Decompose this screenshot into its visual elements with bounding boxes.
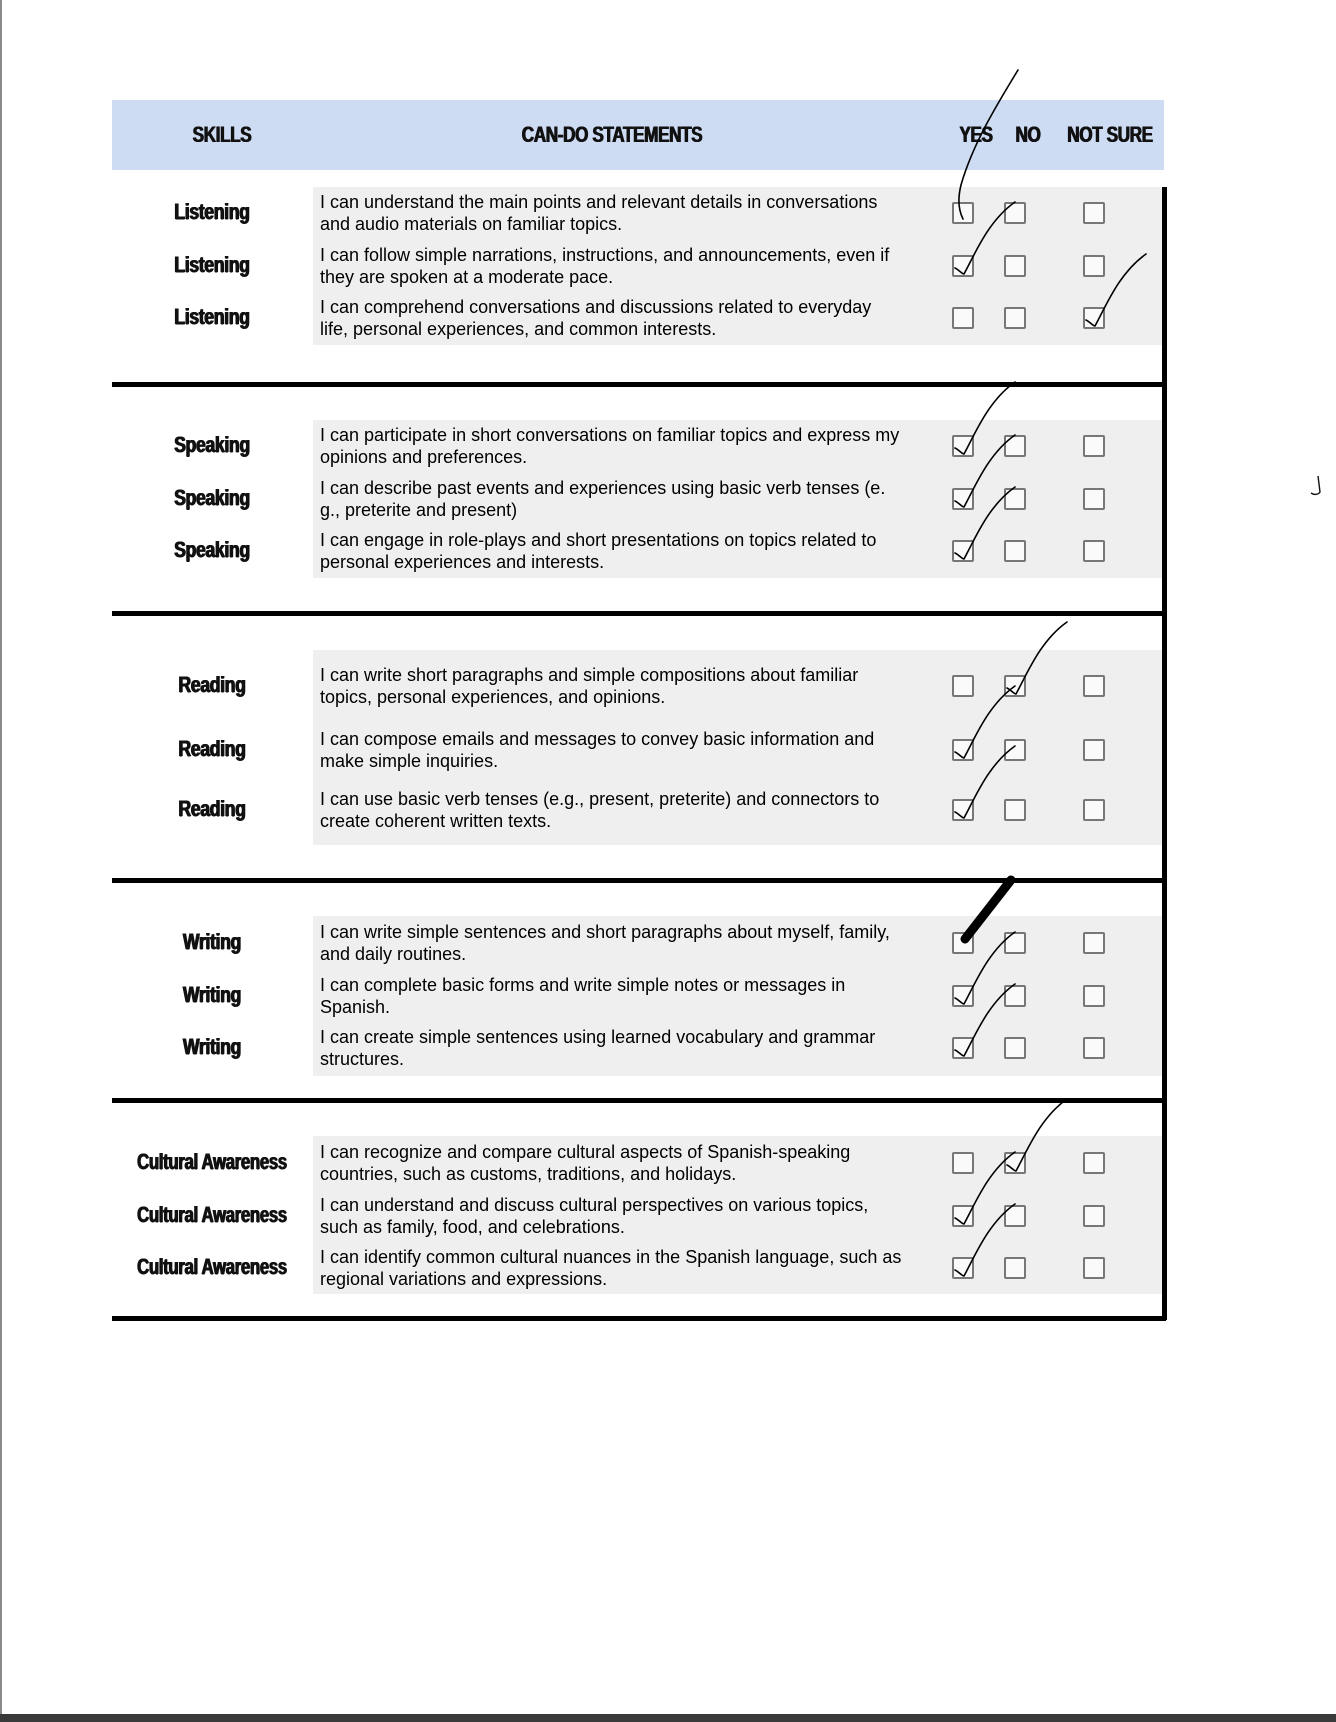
statement-line: I can follow simple narrations, instructions, and announcements, even if: [320, 245, 890, 265]
check-mark-yes: [955, 435, 1015, 507]
statement-line: I can recognize and compare cultural aspects of Spanish-speaking: [320, 1142, 851, 1162]
statement-line: opinions and preferences.: [320, 447, 528, 467]
statement-line: I can comprehend conversations and discussions related to everyday: [320, 297, 872, 317]
statement-line: g., preterite and present): [320, 500, 518, 520]
statement-line: I can write simple sentences and short paragraphs about myself, family,: [320, 922, 890, 942]
check-mark-yes: [955, 1204, 1015, 1276]
handwritten-marks: [2, 0, 1336, 1722]
statement-line: regional variations and expressions.: [320, 1269, 608, 1289]
skill-label: Writing: [182, 929, 242, 954]
check-mark-no: [1007, 1099, 1067, 1171]
check-mark-yes: [955, 686, 1015, 758]
skill-label: Cultural Awareness: [137, 1202, 287, 1227]
skill-label: Speaking: [174, 537, 250, 562]
check-mark-yes: [965, 880, 1011, 939]
check-mark-no: [1007, 622, 1067, 694]
statement-line: make simple inquiries.: [320, 751, 499, 771]
statement-line: I can identify common cultural nuances in the Spanish language, such as: [320, 1247, 902, 1267]
statement-line: structures.: [320, 1049, 405, 1069]
check-mark-yes: [959, 70, 1018, 219]
skill-label: Reading: [178, 796, 246, 821]
statement-line: countries, such as customs, traditions, and holidays.: [320, 1164, 737, 1184]
statement-line: I can complete basic forms and write simple notes or messages in: [320, 975, 846, 995]
check-mark-yes: [955, 202, 1015, 274]
header-yes: YES: [959, 122, 993, 147]
check-mark-yes: [955, 1152, 1015, 1224]
skill-label: Listening: [174, 199, 250, 224]
check-mark-yes: [955, 984, 1015, 1056]
skill-label: Cultural Awareness: [137, 1254, 287, 1279]
statement-line: I can describe past events and experiences using basic verb tenses (e.: [320, 478, 886, 498]
statement-line: I can understand the main points and relevant details in conversations: [320, 192, 878, 212]
statement-line: such as family, food, and celebrations.: [320, 1217, 625, 1237]
statement-line: I can create simple sentences using learned vocabulary and grammar: [320, 1027, 876, 1047]
skill-label: Writing: [182, 1034, 242, 1059]
viewer-bottom-edge: [0, 1714, 1336, 1722]
statement-line: I can participate in short conversations on familiar topics and express my: [320, 425, 900, 445]
statement-line: I can understand and discuss cultural perspectives on various topics,: [320, 1195, 869, 1215]
check-mark-not-sure: [1086, 254, 1146, 326]
skill-label: Reading: [178, 672, 246, 697]
statement-line: create coherent written texts.: [320, 811, 552, 831]
statement-line: life, personal experiences, and common interests.: [320, 319, 717, 339]
statement-line: Spanish.: [320, 997, 391, 1017]
stray-pen-mark: [1311, 476, 1320, 494]
header-no: NO: [1015, 122, 1041, 147]
skill-label: Reading: [178, 736, 246, 761]
skill-label: Listening: [174, 252, 250, 277]
skill-label: Writing: [182, 982, 242, 1007]
statement-line: and audio materials on familiar topics.: [320, 214, 623, 234]
statement-line: personal experiences and interests.: [320, 552, 605, 572]
check-mark-yes: [955, 487, 1015, 559]
skill-label: Speaking: [174, 485, 250, 510]
header-not-sure: NOT SURE: [1067, 122, 1153, 147]
skill-label: Cultural Awareness: [137, 1149, 287, 1174]
statement-line: I can engage in role-plays and short presentations on topics related to: [320, 530, 877, 550]
statement-line: I can use basic verb tenses (e.g., present, preterite) and connectors to: [320, 789, 880, 809]
header-can-do-statements: CAN-DO STATEMENTS: [521, 122, 703, 147]
statement-line: they are spoken at a moderate pace.: [320, 267, 614, 287]
statement-line: I can compose emails and messages to convey basic information and: [320, 729, 875, 749]
skill-label: Listening: [174, 304, 250, 329]
statement-line: and daily routines.: [320, 944, 467, 964]
header-skills: SKILLS: [192, 122, 252, 147]
statement-line: I can write short paragraphs and simple compositions about familiar: [320, 665, 859, 685]
skill-label: Speaking: [174, 432, 250, 457]
statement-line: topics, personal experiences, and opinions.: [320, 687, 666, 707]
